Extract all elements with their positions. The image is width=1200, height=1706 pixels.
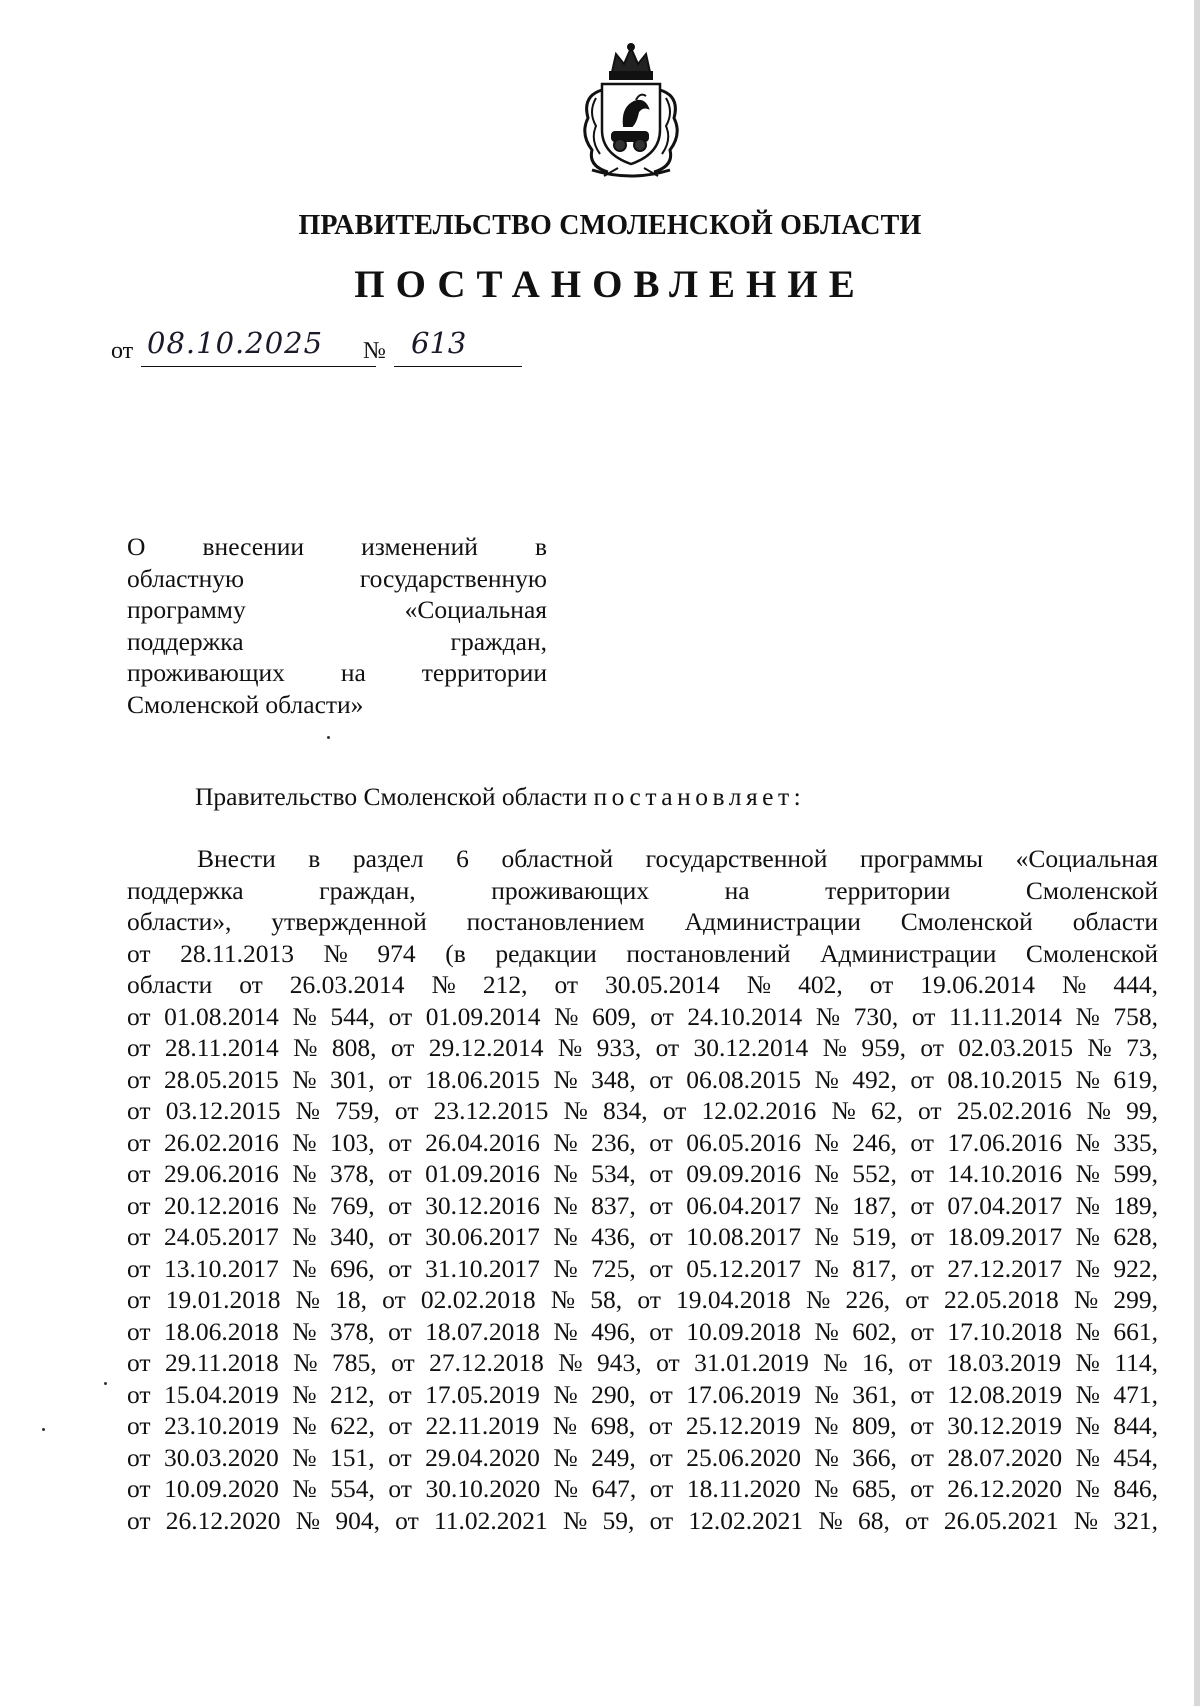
subject-line [127,626,547,658]
subject-word: программу [127,595,246,624]
smolensk-coat-of-arms-icon [562,42,700,182]
subject-line [127,689,547,721]
scan-speck [104,1382,107,1385]
subject-line [127,531,547,563]
subject-word: изменений [361,532,478,561]
number-label: № [363,338,386,364]
subject-word: «Социальная [404,595,547,624]
body-line: от 03.12.2015 № 759, от 23.12.2015 № 834, от 12.02.2016 № 62, от 25.02.2016 № 99, [127,1096,1158,1125]
body-line: от 28.11.2014 № 808, от 29.12.2014 № 933, от 30.12.2014 № 959, от 02.03.2015 № 73, [127,1033,1158,1062]
body-line: от 29.06.2016 № 378, от 01.09.2016 № 534, от 09.09.2016 № 552, от 14.10.2016 № 599, [127,1159,1158,1188]
document-reference [111,326,671,370]
body-line: от 26.02.2016 № 103, от 26.04.2016 № 236, от 06.05.2016 № 246, от 17.06.2016 № 335, [127,1127,1158,1157]
decree-verb: постановляет: [593,782,806,811]
body-line: от 26.12.2020 № 904, от 11.02.2021 № 59, от 12.02.2021 № 68, от 26.05.2021 № 321, [127,1505,1158,1535]
body-line: Внести в раздел 6 областной государственной программы «Социальная [197,844,1158,873]
body-line: области от 26.03.2014 № 212, от 30.05.2014 № 402, от 19.06.2014 № 444, [127,970,1158,999]
scan-edge [1194,0,1200,1706]
subject-word: О [127,532,146,561]
subject-word: внесении [202,532,305,561]
number-underline [394,366,522,367]
body-line: от 28.05.2015 № 301, от 18.06.2015 № 348, от 06.08.2015 № 492, от 08.10.2015 № 619, [127,1064,1158,1094]
scan-speck [327,736,330,739]
subject-word: проживающих [127,658,285,687]
body-line: от 18.06.2018 № 378, от 18.07.2018 № 496, от 10.09.2018 № 602, от 17.10.2018 № 661, [127,1316,1158,1346]
subject-word: государственную [359,563,547,593]
document-body [127,843,1158,1536]
body-line: от 28.11.2013 № 974 (в редакции постановлений Администрации Смоленской [127,938,1158,968]
body-line: от 13.10.2017 № 696, от 31.10.2017 № 725, от 05.12.2017 № 817, от 27.12.2017 № 922, [127,1253,1158,1283]
body-line: от 23.10.2019 № 622, от 22.11.2019 № 698, от 25.12.2019 № 809, от 30.12.2019 № 844, [127,1411,1158,1440]
document-number-handwritten: 613 [411,326,467,360]
body-line: от 01.08.2014 № 544, от 01.09.2014 № 609, от 24.10.2014 № 730, от 11.11.2014 № 758, [127,1001,1158,1031]
decree-statement [195,782,805,812]
document-type-heading: ПОСТАНОВЛЕНИЕ [354,263,866,306]
body-line: от 30.03.2020 № 151, от 29.04.2020 № 249, от 25.06.2020 № 366, от 28.07.2020 № 454, [127,1442,1158,1472]
body-line: от 29.11.2018 № 785, от 27.12.2018 № 943, от 31.01.2019 № 16, от 18.03.2019 № 114, [127,1348,1158,1377]
subject-word: на [340,658,366,687]
body-line: от 24.05.2017 № 340, от 30.06.2017 № 436, от 10.08.2017 № 519, от 18.09.2017 № 628, [127,1222,1158,1251]
body-line: от 10.09.2020 № 554, от 30.10.2020 № 647, от 18.11.2020 № 685, от 26.12.2020 № 846, [127,1474,1158,1503]
body-line: поддержка граждан, проживающих на территории Смоленской [127,875,1158,905]
body-line: от 19.01.2018 № 18, от 02.02.2018 № 58, от 19.04.2018 № 226, от 22.05.2018 № 299, [127,1285,1158,1314]
organization-title: ПРАВИТЕЛЬСТВО СМОЛЕНСКОЙ ОБЛАСТИ [298,210,922,241]
subject-word: граждан, [450,626,547,656]
subject-word: территории [421,658,547,687]
document-date-handwritten: 08.10.2025 [147,326,324,360]
document-subject [127,531,547,720]
body-line: от 20.12.2016 № 769, от 30.12.2016 № 837, от 06.04.2017 № 187, от 07.04.2017 № 189, [127,1190,1158,1220]
date-label: от [111,338,134,364]
body-line: области», утвержденной постановлением Администрации Смоленской области [127,907,1158,936]
subject-word: в [534,532,547,561]
subject-line [127,594,547,626]
subject-word: областную [127,563,245,593]
body-line: от 15.04.2019 № 212, от 17.05.2019 № 290, от 17.06.2019 № 361, от 12.08.2019 № 471, [127,1379,1158,1409]
subject-line [127,657,547,689]
subject-word: поддержка [127,626,244,656]
date-underline [141,366,376,367]
subject-line [127,563,547,595]
subject-word: Смоленской области» [127,689,364,719]
decree-prefix: Правительство Смоленской области [195,782,594,811]
scan-speck [42,1428,45,1431]
